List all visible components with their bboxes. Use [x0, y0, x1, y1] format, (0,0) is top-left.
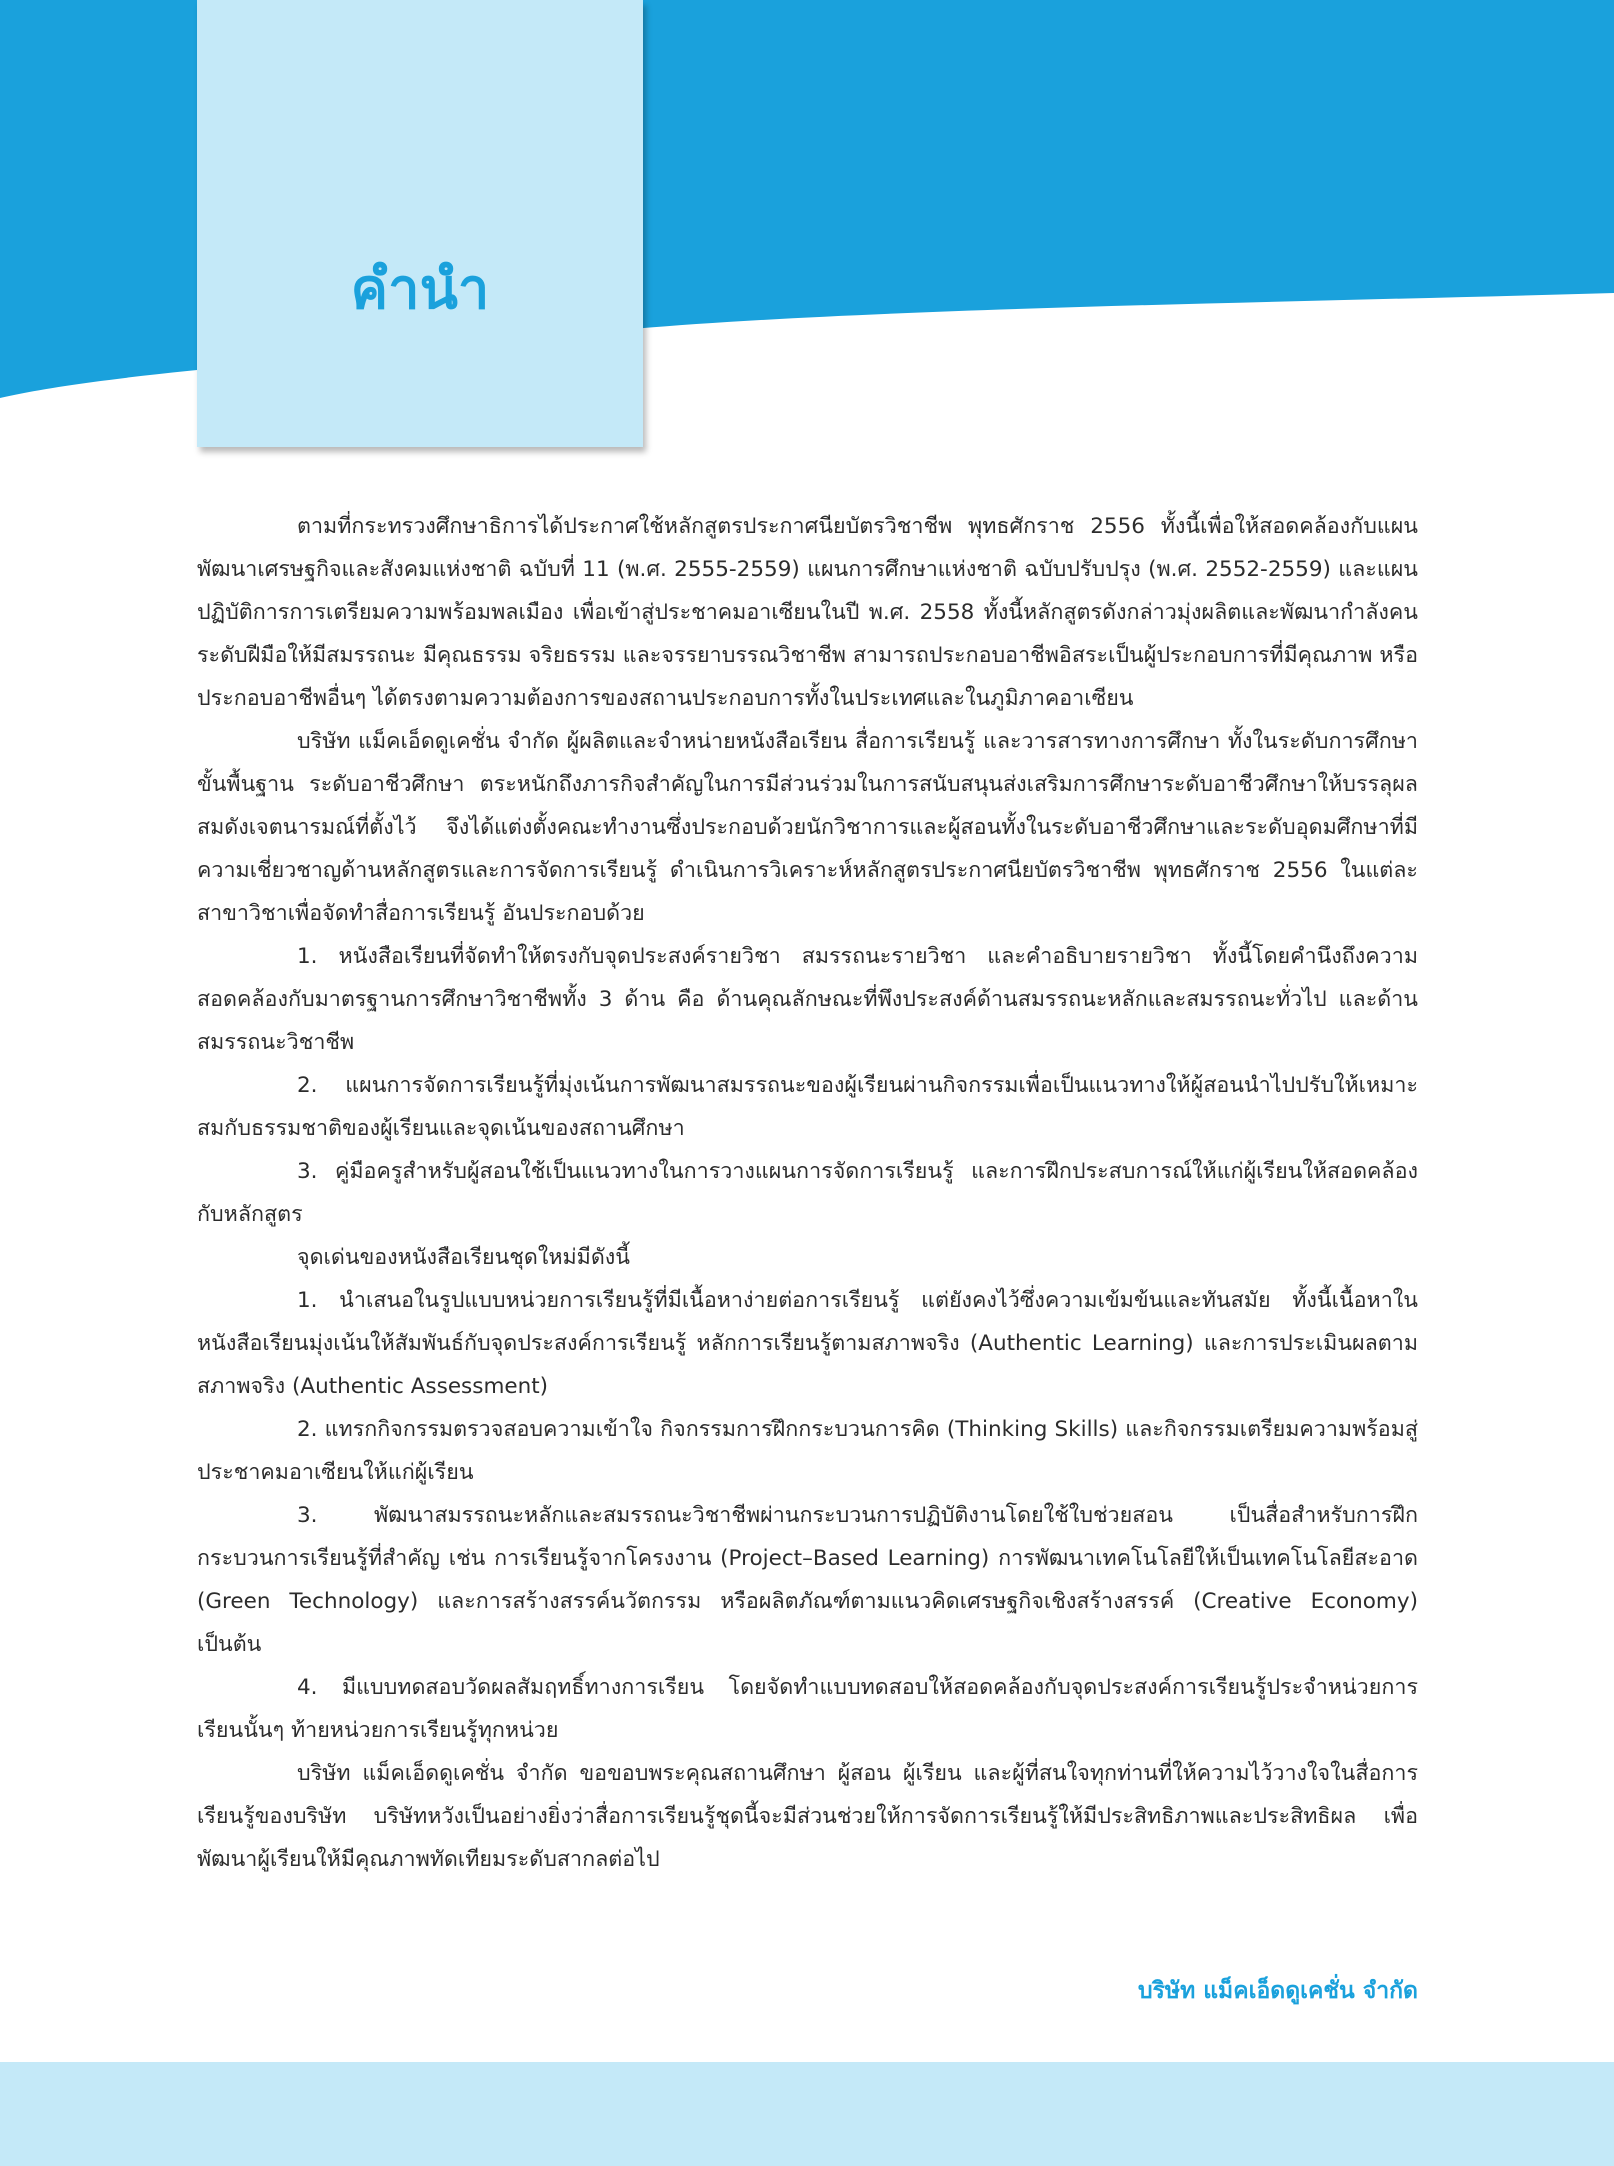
highlight-item-2: 2. แทรกกิจกรรมตรวจสอบความเข้าใจ กิจกรรมการฝึกกระบวนการคิด (Thinking Skills) และกิจกรรมเตรียมความพร้อมสู่ประชาคมอาเซียนให้แก่ผู้เรียน	[197, 1417, 1418, 1485]
footer-band	[0, 2062, 1614, 2166]
preface-body	[197, 505, 1418, 1881]
company-signature: บริษัท แม็คเอ็ดดูเคชั่น จำกัด	[1137, 1978, 1418, 2004]
title-box	[197, 0, 643, 447]
highlight-item-3: 3. พัฒนาสมรรถนะหลักและสมรรถนะวิชาชีพผ่านกระบวนการปฏิบัติงานโดยใช้ใบช่วยสอน เป็นสื่อสำหรับการฝึกกระบวนการเรียนรู้ที่สำคัญ เช่น การเรียนรู้จากโครงงาน (Project–Based Learning) การพัฒนาเทคโนโลยีให้เป็นเทคโนโลยีสะอาด (Green Technology) และการสร้างสรรค์นวัตกรรม หรือผลิตภัณฑ์ตามแนวคิดเศรษฐกิจเชิงสร้างสรรค์ (Creative Economy) เป็นต้น	[197, 1503, 1418, 1657]
highlight-item-1: 1. นำเสนอในรูปแบบหน่วยการเรียนรู้ที่มีเนื้อหาง่ายต่อการเรียนรู้ แต่ยังคงไว้ซึ่งความเข้มข้นและทันสมัย ทั้งนี้เนื้อหาในหนังสือเรียนมุ่งเน้นให้สัมพันธ์กับจุดประสงค์การเรียนรู้ หลักการเรียนรู้ตามสภาพจริง (Authentic Learning) และการประเมินผลตามสภาพจริง (Authentic Assessment)	[197, 1288, 1418, 1399]
page-title: คำนำ	[350, 257, 490, 322]
list-item-teacher-guide: 3. คู่มือครูสำหรับผู้สอนใช้เป็นแนวทางในการวางแผนการจัดการเรียนรู้ และการฝึกประสบการณ์ให้แก่ผู้เรียนให้สอดคล้องกับหลักสูตร	[197, 1159, 1418, 1227]
highlight-item-4: 4. มีแบบทดสอบวัดผลสัมฤทธิ์ทางการเรียน โดยจัดทำแบบทดสอบให้สอดคล้องกับจุดประสงค์การเรียนรู้ประจำหน่วยการเรียนนั้นๆ ท้ายหน่วยการเรียนรู้ทุกหน่วย	[197, 1675, 1418, 1743]
list-item-lesson-plan: 2. แผนการจัดการเรียนรู้ที่มุ่งเน้นการพัฒนาสมรรถนะของผู้เรียนผ่านกิจกรรมเพื่อเป็นแนวทางให้ผู้สอนนำไปปรับให้เหมาะสมกับธรรมชาติของผู้เรียนและจุดเน้นของสถานศึกษา	[197, 1073, 1418, 1141]
paragraph-thanks: บริษัท แม็คเอ็ดดูเคชั่น จำกัด ขอขอบพระคุณสถานศึกษา ผู้สอน ผู้เรียน และผู้ที่สนใจทุกท่านที่ให้ความไว้วางใจในสื่อการเรียนรู้ของบริษัท บริษัทหวังเป็นอย่างยิ่งว่าสื่อการเรียนรู้ชุดนี้จะมีส่วนช่วยให้การจัดการเรียนรู้ให้มีประสิทธิภาพและประสิทธิผล เพื่อพัฒนาผู้เรียนให้มีคุณภาพทัดเทียมระดับสากลต่อไป	[197, 1761, 1418, 1872]
highlights-heading: จุดเด่นของหนังสือเรียนชุดใหม่มีดังนี้	[297, 1245, 630, 1270]
list-item-textbook: 1. หนังสือเรียนที่จัดทำให้ตรงกับจุดประสงค์รายวิชา สมรรถนะรายวิชา และคำอธิบายรายวิชา ทั้งนี้โดยคำนึงถึงความสอดคล้องกับมาตรฐานการศึกษาวิชาชีพทั้ง 3 ด้าน คือ ด้านคุณลักษณะที่พึงประสงค์ด้านสมรรถนะหลักและสมรรถนะทั่วไป และด้านสมรรถนะวิชาชีพ	[197, 944, 1418, 1055]
paragraph-intro: ตามที่กระทรวงศึกษาธิการได้ประกาศใช้หลักสูตรประกาศนียบัตรวิชาชีพ พุทธศักราช 2556 ทั้งนี้เพื่อให้สอดคล้องกับแผนพัฒนาเศรษฐกิจและสังคมแห่งชาติ ฉบับที่ 11 (พ.ศ. 2555-2559) แผนการศึกษาแห่งชาติ ฉบับปรับปรุง (พ.ศ. 2552-2559) และแผนปฏิบัติการการเตรียมความพร้อมพลเมือง เพื่อเข้าสู่ประชาคมอาเซียนในปี พ.ศ. 2558 ทั้งนี้หลักสูตรดังกล่าวมุ่งผลิตและพัฒนากำลังคนระดับฝีมือให้มีสมรรถนะ มีคุณธรรม จริยธรรม และจรรยาบรรณวิชาชีพ สามารถประกอบอาชีพอิสระเป็นผู้ประกอบการที่มีคุณภาพ หรือประกอบอาชีพอื่นๆ ได้ตรงตามความต้องการของสถานประกอบการทั้งในประเทศและในภูมิภาคอาเซียน	[197, 514, 1418, 711]
paragraph-company: บริษัท แม็คเอ็ดดูเคชั่น จำกัด ผู้ผลิตและจำหน่ายหนังสือเรียน สื่อการเรียนรู้ และวารสารทางการศึกษา ทั้งในระดับการศึกษาขั้นพื้นฐาน ระดับอาชีวศึกษา ตระหนักถึงภารกิจสำคัญในการมีส่วนร่วมในการสนับสนุนส่งเสริมการศึกษาระดับอาชีวศึกษาให้บรรลุผลสมดังเจตนารมณ์ที่ตั้งไว้ จึงได้แต่งตั้งคณะทำงานซึ่งประกอบด้วยนักวิชาการและผู้สอนทั้งในระดับอาชีวศึกษาและระดับอุดมศึกษาที่มีความเชี่ยวชาญด้านหลักสูตรและการจัดการเรียนรู้ ดำเนินการวิเคราะห์หลักสูตรประกาศนียบัตรวิชาชีพ พุทธศักราช 2556 ในแต่ละสาขาวิชาเพื่อจัดทำสื่อการเรียนรู้ อันประกอบด้วย	[197, 729, 1418, 926]
